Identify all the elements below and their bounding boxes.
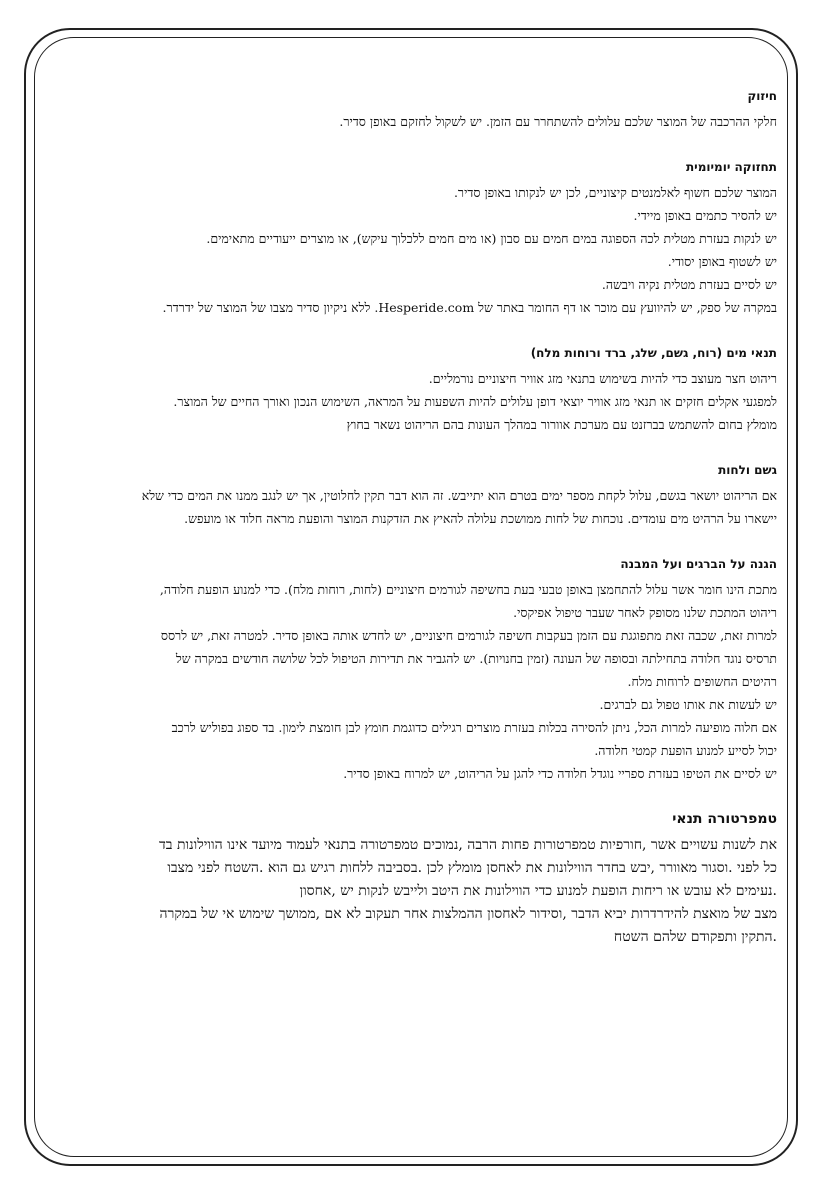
paragraph-line: חלקי ההרכבה של המוצר שלכם עלולים להשתחרר עם הזמן. יש לשקול לחזקם באופן סדיר. [339, 114, 777, 129]
paragraph-line: יש להסיר כתמים באופן מיידי. [633, 208, 777, 223]
paragraph-line: תרסיס נוגד חלודה בתחילתה ובסופה של העונה (זמין בחנויות). יש להגביר את תדירות הטיפול לכל שלושה חודשים במקרה של [175, 651, 777, 666]
paragraph-line: יכול לסייע למנוע הופעת קמטי חלודה. [594, 743, 777, 758]
paragraph-line: יש לעשות את אותו טפול גם לברגים. [599, 697, 777, 712]
paragraph-line: למרות זאת, שכבה זאת מתפוגגת עם הזמן בעקבות חשיפה לגורמים חיצוניים, יש לחדש אותה באופן סדיר. למטרה זאת, יש לרסס [160, 628, 777, 643]
section-title: גשם ולחות [718, 463, 777, 477]
document-content [44, 87, 777, 974]
paragraph-line: יישארו על הרהיט מים עומדים. נוכחות של לחות ממושכת עלולה להאיץ את הזדקנות המוצר והופעת מראה חלוד או מועפש. [184, 511, 777, 526]
section-daily-maintenance [44, 158, 777, 319]
section-water-conditions [44, 344, 777, 436]
paragraph-line: כל לפני .וסגור מאוורר ,יבש בחדר הווילונות את לאחסן מומלץ לכן .בסביבה ללחות רגיש גם הוא .השטח לפני מצבו [167, 860, 777, 876]
paragraph-line: ריהוט המתכת שלנו מסופק לאחר שעבר טיפול אפיקסי. [513, 605, 777, 620]
section-title: הגנה על הברגים ועל המבנה [620, 557, 777, 571]
paragraph-line: מתכת הינו חומר אשר עלול להתחמצן באופן טבעי בעת בחשיפה לגורמים חיצוניים (לחות, רוחות מלח). כדי למנוע הופעת חלודה, [159, 582, 777, 597]
paragraph-line: מצב של מואצת להידרדרות יביא הדבר ,וסידור לאחסון ההמלצות אחר תעקוב לא אם ,ממושך שימוש אי של במקרה [159, 906, 777, 922]
section-tightening [44, 87, 777, 133]
section-title: חיזוק [747, 89, 777, 103]
paragraph-line: למפגעי אקלים חזקים או תנאי מזג אוויר יוצאי דופן עלולים להיות השפעות על המראה, השימוש הנכון ואורך החיים של המוצר. [173, 394, 777, 409]
paragraph-line: רהיטים החשופים לרוחות מלח. [627, 674, 777, 689]
paragraph-line: .התקין ותפקודם שלהם השטח [613, 929, 777, 945]
paragraph-line: יש לסיים בעזרת מטלית נקיה ויבשה. [601, 277, 777, 292]
section-title: תנאי מים (רוח, גשם, שלג, ברד ורוחות מלח) [530, 346, 777, 360]
section-rain-humidity [44, 461, 777, 530]
paragraph-line: יש לנקות בעזרת מטלית לכה הספוגה במים חמים עם סבון (או מים חמים ללכלוך עיקש), או מוצרים ייעודיים מתאימים. [206, 231, 777, 246]
paragraph-line: יש לשטוף באופן יסודי. [667, 254, 777, 269]
section-screw-protection [44, 555, 777, 785]
paragraph-line: את לשנות עשויים אשר ,חורפיות טמפרטורות פחות הרבה ,נמוכים טמפרטורה בתנאי לעמוד מיועד אינו הווילונות בד [159, 837, 777, 853]
paragraph-line: ריהוט חצר מעוצב כדי להיות בשימוש בתנאי מזג אוויר חיצוניים נורמליים. [428, 371, 777, 386]
section-title: טמפרטורה תנאי [672, 811, 777, 827]
paragraph-line: אם חלוה מופיעה למרות הכל, ניתן להסירה בכלות בעזרת מוצרים רגילים כדוגמת חומץ לבן חומצת לימון. בד ספוג בפוליש לרכב [171, 720, 777, 735]
paragraph-line: אם הריהוט יושאר בגשם, עלול לקחת מספר ימים בטרם הוא יתייבש. זה הוא דבר תקין לחלוטין, אך יש לנגב ממנו את המים כדי שלא [141, 488, 777, 503]
section-title: תחזוקה יומיומית [685, 160, 777, 174]
paragraph-line: במקרה של ספק, יש להיוועץ עם מוכר או דף החומר באתר של Hesperide.com. ללא ניקיון סדיר מצבו של המוצר של ידרדר. [162, 300, 777, 315]
paragraph-line: המוצר שלכם חשוף לאלמנטים קיצוניים, לכן יש לנקותו באופן סדיר. [453, 185, 777, 200]
paragraph-line: מומלץ בחום להשתמש בברזנט עם מערכת אוורור במהלך העונות בהם הריהוט נשאר בחוץ [346, 417, 777, 432]
section-temperature [44, 810, 777, 949]
paragraph-line: .נעימים לא עובש או ריחות הופעת למנוע כדי הווילונות את היטב ולייבש לנקות יש ,אחסון [299, 883, 777, 899]
paragraph-line: יש לסיים את הטיפו בעזרת ספריי נוגדל חלודה כדי להגן על הריהוט, יש למרוח באופן סדיר. [343, 766, 777, 781]
